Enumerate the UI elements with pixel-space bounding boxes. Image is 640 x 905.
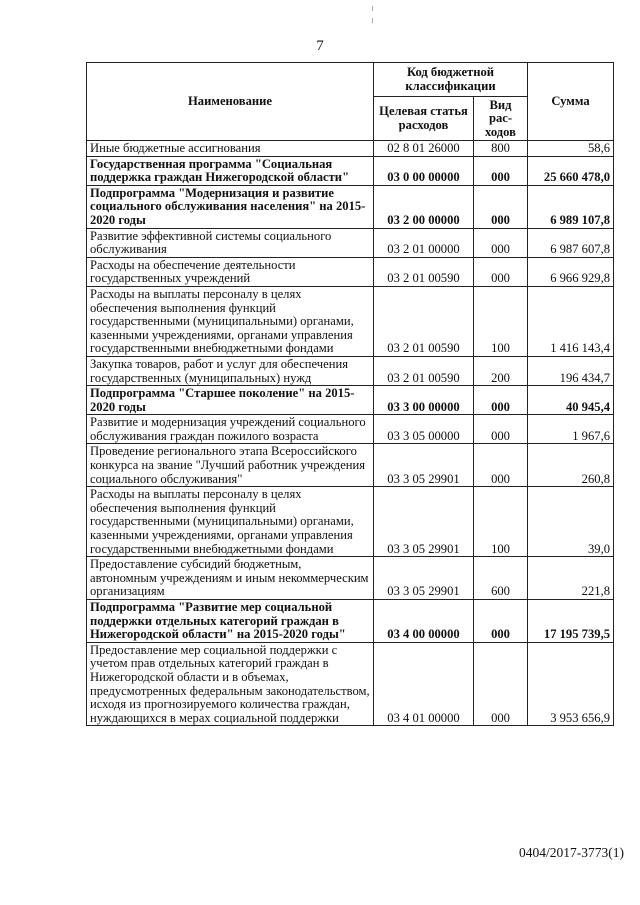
row-sum: 40 945,4 <box>528 386 614 415</box>
row-code: 03 2 00 00000 <box>374 185 474 228</box>
table-row <box>87 386 614 415</box>
row-sum: 1 967,6 <box>528 415 614 444</box>
row-vid: 000 <box>474 600 528 643</box>
row-code: 03 4 01 00000 <box>374 642 474 726</box>
budget-table <box>86 62 614 726</box>
row-code: 03 0 00 00000 <box>374 156 474 185</box>
row-sum: 58,6 <box>528 141 614 157</box>
row-name: Подпрограмма "Развитие мер социальной поддержки отдельных категорий граждан в Нижегородской области" на 2015-2020 годы" <box>87 600 374 643</box>
table-row <box>87 141 614 157</box>
table-row <box>87 228 614 257</box>
row-code: 03 3 05 00000 <box>374 415 474 444</box>
row-vid: 000 <box>474 257 528 286</box>
header-sum: Сумма <box>528 63 614 141</box>
row-sum: 6 987 607,8 <box>528 228 614 257</box>
table-row <box>87 286 614 356</box>
row-code: 03 3 05 29901 <box>374 487 474 557</box>
row-code: 03 4 00 00000 <box>374 600 474 643</box>
row-vid: 000 <box>474 185 528 228</box>
row-vid: 100 <box>474 286 528 356</box>
row-sum: 25 660 478,0 <box>528 156 614 185</box>
scan-mark <box>372 18 373 23</box>
row-vid: 000 <box>474 642 528 726</box>
row-sum: 221,8 <box>528 557 614 600</box>
row-vid: 000 <box>474 156 528 185</box>
row-code: 02 8 01 26000 <box>374 141 474 157</box>
row-name: Расходы на выплаты персоналу в целях обеспечения выполнения функций государственными (муниципальными) органами, казенными учреждениями, органами управления государственными внебюджетными фондами <box>87 487 374 557</box>
row-name: Иные бюджетные ассигнования <box>87 141 374 157</box>
row-sum: 260,8 <box>528 444 614 487</box>
header-code-group: Код бюджетной классификации <box>374 63 528 97</box>
row-code: 03 2 01 00590 <box>374 257 474 286</box>
row-name: Подпрограмма "Старшее поколение" на 2015-2020 годы <box>87 386 374 415</box>
row-code: 03 3 05 29901 <box>374 444 474 487</box>
row-name: Расходы на обеспечение деятельности государственных учреждений <box>87 257 374 286</box>
scan-mark <box>372 6 373 11</box>
table-row <box>87 487 614 557</box>
row-vid: 000 <box>474 444 528 487</box>
table-row <box>87 257 614 286</box>
row-sum: 196 434,7 <box>528 356 614 385</box>
row-code: 03 2 01 00590 <box>374 286 474 356</box>
header-name: Наименование <box>87 63 374 141</box>
row-name: Расходы на выплаты персоналу в целях обеспечения выполнения функций государственными (муниципальными) органами, казенными учреждениями, органами управления государственными внебюджетными фондами <box>87 286 374 356</box>
row-sum: 1 416 143,4 <box>528 286 614 356</box>
row-name: Подпрограмма "Модернизация и развитие социального обслуживания населения" на 2015-2020 годы <box>87 185 374 228</box>
header-vid: Вид рас-ходов <box>474 97 528 141</box>
row-name: Закупка товаров, работ и услуг для обеспечения государственных (муниципальных) нужд <box>87 356 374 385</box>
row-vid: 200 <box>474 356 528 385</box>
row-code: 03 3 00 00000 <box>374 386 474 415</box>
row-vid: 600 <box>474 557 528 600</box>
row-code: 03 2 01 00000 <box>374 228 474 257</box>
row-vid: 000 <box>474 415 528 444</box>
row-sum: 6 989 107,8 <box>528 185 614 228</box>
table-row <box>87 557 614 600</box>
row-vid: 100 <box>474 487 528 557</box>
row-name: Государственная программа "Социальная поддержка граждан Нижегородской области" <box>87 156 374 185</box>
row-code: 03 3 05 29901 <box>374 557 474 600</box>
row-name: Предоставление мер социальной поддержки с учетом прав отдельных категорий граждан в Нижегородской области и в объемах, предусмотренных федеральным законодательством, исходя из прогнозируемого количества граждан, нуждающихся в мерах социальной поддержки <box>87 642 374 726</box>
table-row <box>87 444 614 487</box>
page-number: 7 <box>316 38 324 54</box>
row-vid: 000 <box>474 386 528 415</box>
table-row <box>87 356 614 385</box>
table-row <box>87 185 614 228</box>
table-row <box>87 600 614 643</box>
header-code: Целевая статья расходов <box>374 97 474 141</box>
row-sum: 39,0 <box>528 487 614 557</box>
table-row <box>87 156 614 185</box>
table-row <box>87 642 614 726</box>
row-name: Проведение регионального этапа Всероссийского конкурса на звание "Лучший работник учреждения социального обслуживания" <box>87 444 374 487</box>
row-sum: 6 966 929,8 <box>528 257 614 286</box>
document-number: 0404/2017-3773(1) <box>519 845 624 860</box>
row-sum: 17 195 739,5 <box>528 600 614 643</box>
row-name: Развитие эффективной системы социального обслуживания <box>87 228 374 257</box>
row-name: Предоставление субсидий бюджетным, автономным учреждениям и иным некоммерческим организациям <box>87 557 374 600</box>
row-vid: 800 <box>474 141 528 157</box>
row-sum: 3 953 656,9 <box>528 642 614 726</box>
row-code: 03 2 01 00590 <box>374 356 474 385</box>
table-row <box>87 415 614 444</box>
row-vid: 000 <box>474 228 528 257</box>
header-row <box>87 63 614 97</box>
row-name: Развитие и модернизация учреждений социального обслуживания граждан пожилого возраста <box>87 415 374 444</box>
